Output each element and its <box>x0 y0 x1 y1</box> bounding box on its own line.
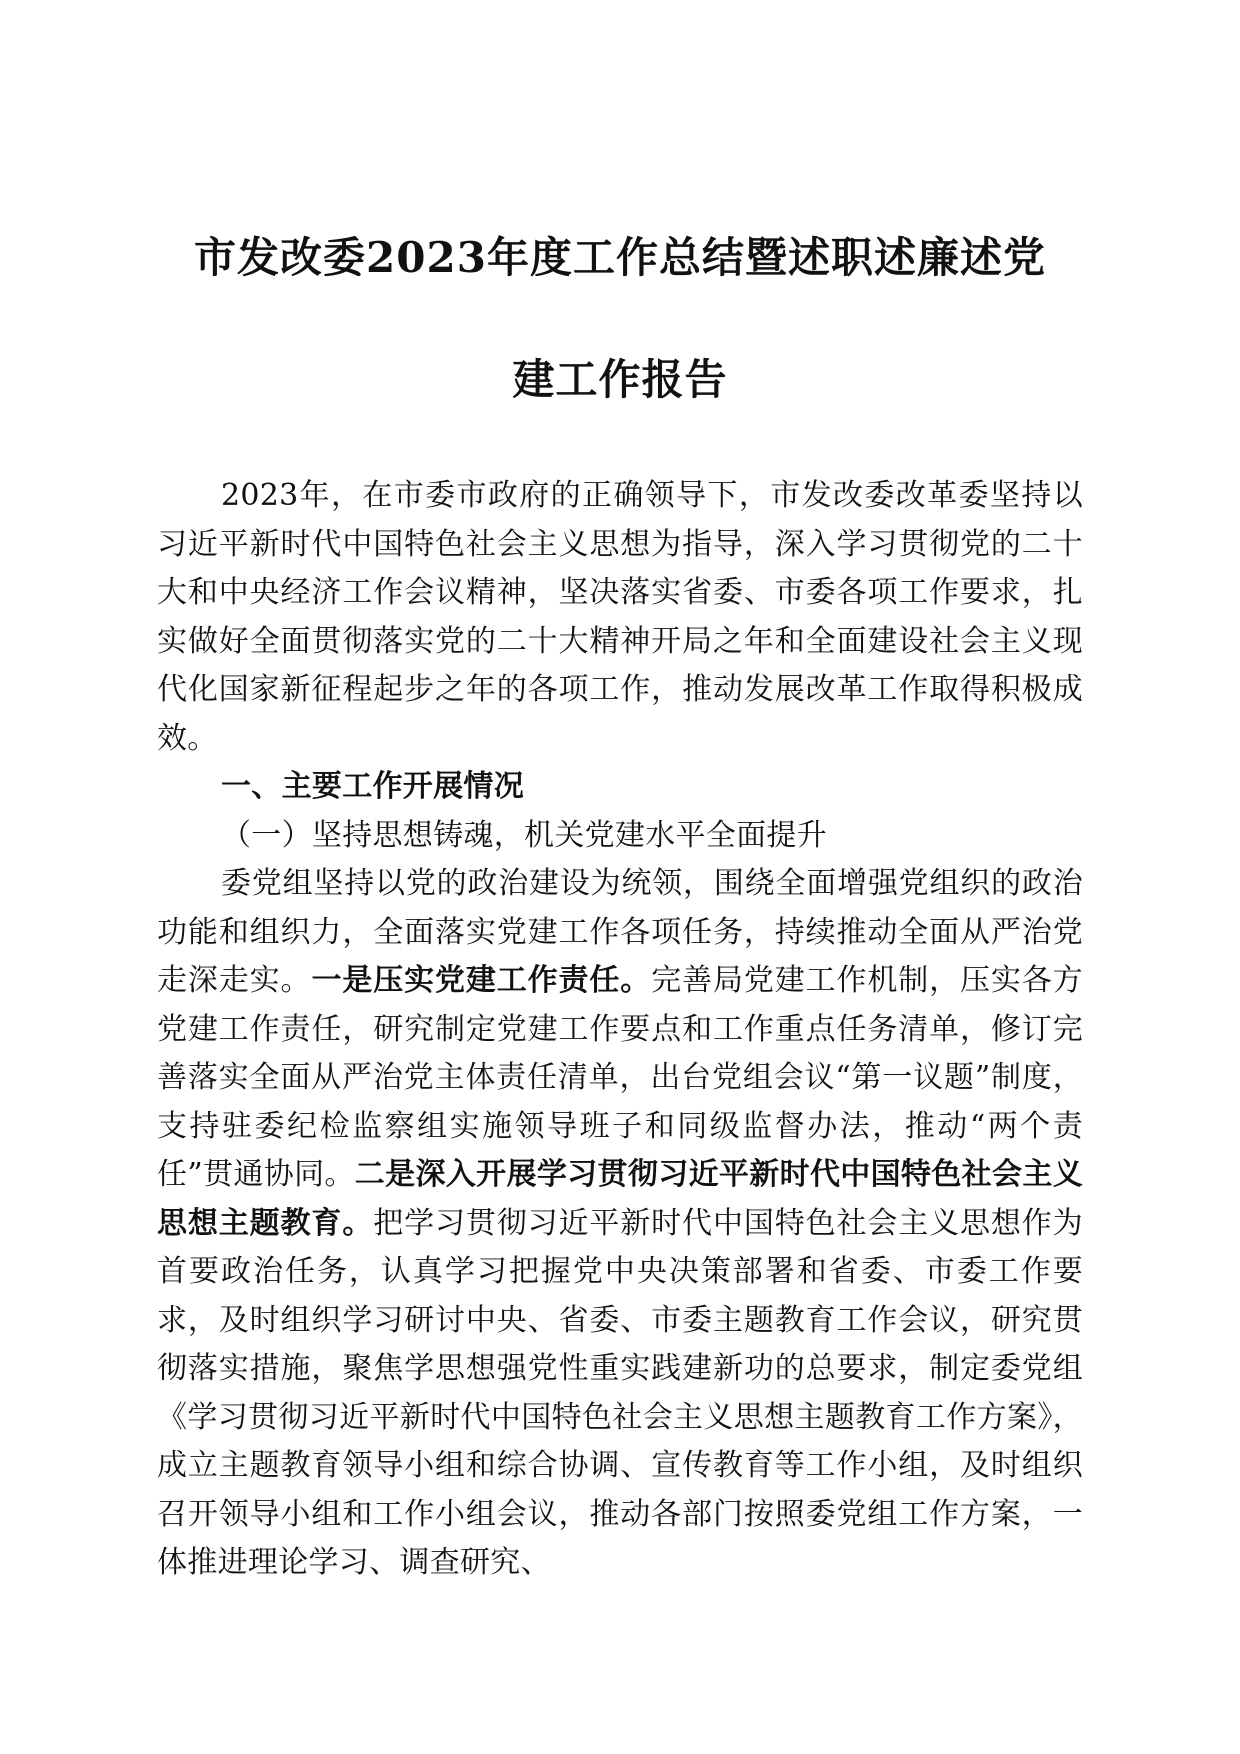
paragraph-text: 委党组坚持以党的政治建设为统领，围绕全面增强党组织的政治功能和组织力，全面落实党建工作各项任务，持续推动全面从严治党走深走实。 <box>157 866 1083 998</box>
bold-key-point: 一是压实党建工作责任。 <box>311 963 652 998</box>
paragraph-text: 完善局党建工作机制，压实各方党建工作责任，研究制定党建工作要点和工作重点任务清单，修订完善落实全面从严治党主体责任清单，出台党组会议“第一议题”制度，支持驻委纪检监察组实施领导班子和同级监督办法，推动“两个责任”贯通协同。 <box>157 963 1084 1192</box>
document-body <box>157 472 1083 1588</box>
bold-key-point: 二是深入开展学习贯彻习近平新时代中国特色社会主义思想主题教育。 <box>157 1157 1084 1241</box>
document-title-line1: 市发改委2023年度工作总结暨述职述廉述党 <box>194 233 1046 282</box>
paragraph-text: 把学习贯彻习近平新时代中国特色社会主义思想作为首要政治任务，认真学习把握党中央决策部署和省委、市委工作要求，及时组织学习研讨中央、省委、市委主题教育工作会议，研究贯彻落实措施，聚焦学思想强党性重实践建新功的总要求，制定委党组《学习贯彻习近平新时代中国特色社会主义思想主题教育工作方案》，成立主题教育领导小组和综合协调、宣传教育等工作小组，及时组织召开领导小组和工作小组会议，推动各部门按照委党组工作方案，一体推进理论学习、调查研究、 <box>157 1205 1083 1580</box>
intro-paragraph: 2023年，在市委市政府的正确领导下，市发改委改革委坚持以习近平新时代中国特色社会主义思想为指导，深入学习贯彻党的二十大和中央经济工作会议精神，坚决落实省委、市委各项工作要求，扎实做好全面贯彻落实党的二十大精神开局之年和全面建设社会主义现代化国家新征程起步之年的各项工作，推动发展改革工作取得积极成效。 <box>157 478 1083 756</box>
subsection-heading: （一）坚持思想铸魂，机关党建水平全面提升 <box>221 817 827 853</box>
document-title-line2: 建工作报告 <box>512 355 728 404</box>
body-paragraph <box>157 860 1083 1588</box>
section-heading: 一、主要工作开展情况 <box>221 769 524 804</box>
